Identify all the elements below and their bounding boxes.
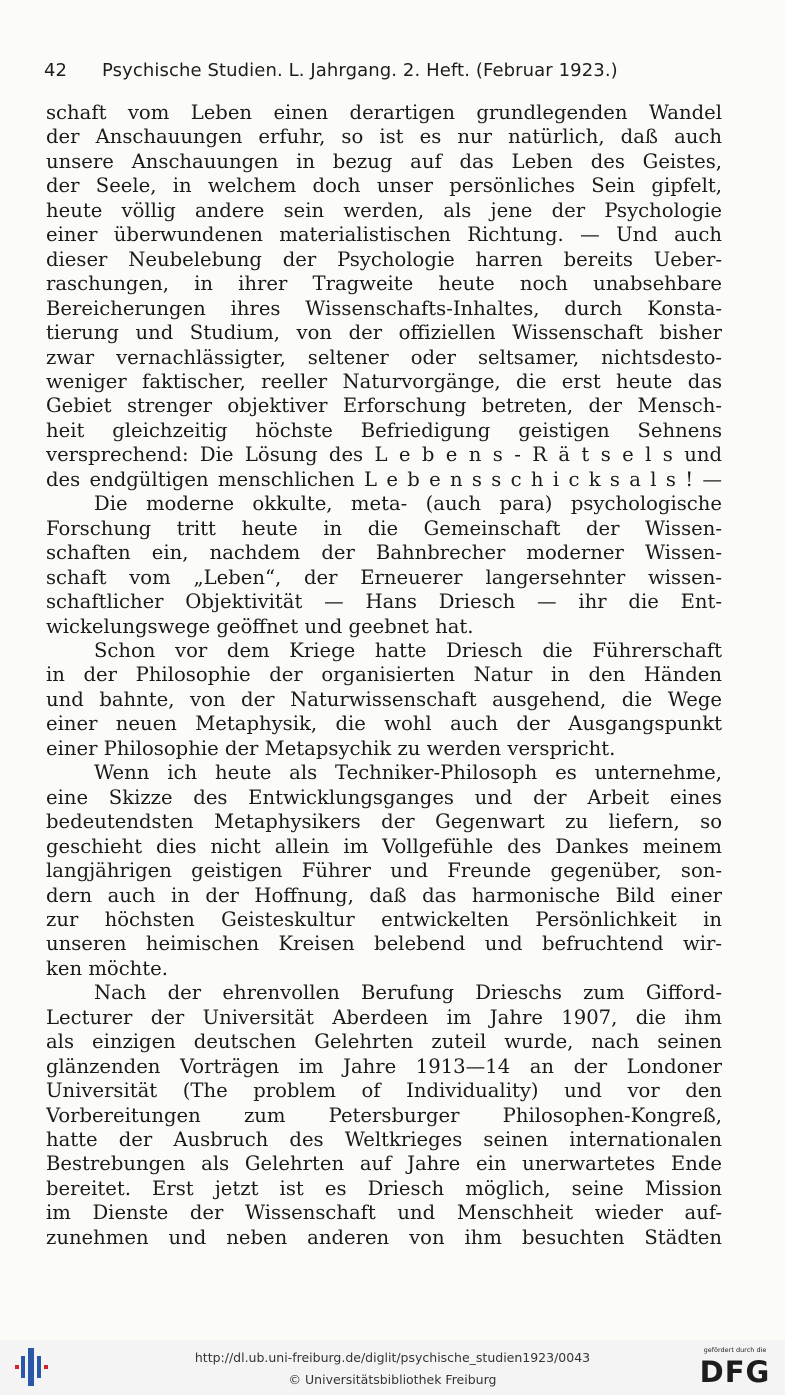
- text-line: dern auch in der Hoffnung, daß das harmonische Bild einer: [46, 883, 722, 907]
- text-line: Gebiet strenger objektiver Erforschung betreten, der Mensch-: [46, 394, 722, 418]
- text-line: weniger faktischer, reeller Naturvorgänge, die erst heute das: [46, 369, 722, 393]
- text-line: Wenn ich heute als Techniker-Philosoph es unternehme,: [94, 761, 722, 785]
- text-line: Forschung tritt heute in die Gemeinschaft der Wissen-: [46, 516, 722, 540]
- text-line: hatte der Ausbruch des Weltkrieges seinen internationalen: [46, 1128, 722, 1152]
- text-line: versprechend: Die Lösung des L e b e n s - R ä t s e l s und: [46, 443, 722, 467]
- text-line: tierung und Studium, von der offiziellen Wissenschaft bisher: [46, 321, 722, 345]
- text-line: Vorbereitungen zum Petersburger Philosophen-Kongreß,: [46, 1103, 722, 1127]
- text-line: Lecturer der Universität Aberdeen im Jahre 1907, die ihm: [46, 1005, 722, 1029]
- text-line: schaft vom Leben einen derartigen grundlegenden Wandel: [46, 101, 722, 124]
- text-line: im Dienste der Wissenschaft und Menschheit wieder auf-: [46, 1201, 722, 1225]
- running-title: Psychische Studien. L. Jahrgang. 2. Heft. (Februar 1923.): [102, 60, 618, 81]
- text-line: schaftlicher Objektivität — Hans Driesch — ihr die Ent-: [46, 590, 722, 614]
- text-line: Die moderne okkulte, meta- (auch para) psychologische: [94, 492, 722, 516]
- text-line: glänzenden Vorträgen im Jahre 1913—14 an der Londoner: [46, 1054, 722, 1078]
- text-line: ken möchte.: [46, 956, 168, 980]
- dfg-logo-text: DFG: [699, 1355, 771, 1389]
- text-line: eine Skizze des Entwicklungsganges und der Arbeit eines: [46, 785, 722, 809]
- dfg-logo: [694, 1346, 776, 1388]
- page-number: 42: [44, 60, 67, 81]
- text-line: in der Philosophie der organisierten Natur in den Händen: [46, 663, 722, 687]
- text-line: bereitet. Erst jetzt ist es Driesch möglich, seine Mission: [46, 1176, 722, 1200]
- text-line: der Anschauungen erfuhr, so ist es nur natürlich, daß auch: [46, 125, 722, 149]
- text-line: langjährigen geistigen Führer und Freunde gegenüber, son-: [46, 859, 722, 883]
- text-line: dieser Neubelebung der Psychologie harren bereits Ueber-: [46, 247, 722, 271]
- text-line: einer neuen Metaphysik, die wohl auch der Ausgangspunkt: [46, 712, 722, 736]
- text-line: zur höchsten Geisteskultur entwickelten Persönlichkeit in: [46, 907, 722, 931]
- text-line: einer überwundenen materialistischen Richtung. — Und auch: [46, 223, 722, 247]
- text-line: Nach der ehrenvollen Berufung Drieschs zum Gifford-: [94, 981, 722, 1005]
- text-line: der Seele, in welchem doch unser persönliches Sein gipfelt,: [46, 174, 722, 198]
- permalink-url[interactable]: http://dl.ub.uni-freiburg.de/diglit/psychische_studien1923/0043: [194, 1350, 591, 1365]
- text-line: Universität (The problem of Individuality) und vor den: [46, 1079, 722, 1103]
- text-line: bedeutendsten Metaphysikers der Gegenwart zu liefern, so: [46, 810, 722, 834]
- body-text: [46, 101, 722, 1250]
- copyright-text: © Universitätsbibliothek Freiburg: [288, 1372, 497, 1387]
- text-line: schaft vom „Leben“, der Erneuerer langersehnter wissen-: [46, 565, 722, 589]
- text-line: heit gleichzeitig höchste Befriedigung geistigen Sehnens: [46, 418, 722, 442]
- dfg-tagline: gefördert durch die: [703, 1346, 767, 1354]
- text-line: unseren heimischen Kreisen belebend und befruchtend wir-: [46, 932, 722, 956]
- running-head: [44, 60, 724, 81]
- text-line: unsere Anschauungen in bezug auf das Leben des Geistes,: [46, 149, 722, 173]
- text-line: Bereicherungen ihres Wissenschafts-Inhaltes, durch Konsta-: [46, 296, 722, 320]
- text-line: geschieht dies nicht allein im Vollgefühle des Dankes meinem: [46, 834, 722, 858]
- text-line: zunehmen und neben anderen von ihm besuchten Städten: [46, 1225, 722, 1249]
- text-line: Schon vor dem Kriege hatte Driesch die Führerschaft: [94, 638, 722, 662]
- text-line: schaften ein, nachdem der Bahnbrecher moderner Wissen-: [46, 541, 722, 565]
- text-line: Bestrebungen als Gelehrten auf Jahre ein unerwartetes Ende: [46, 1152, 722, 1176]
- viewer-footer: [0, 1340, 785, 1395]
- text-line: raschungen, in ihrer Tragweite heute noch unabsehbare: [46, 272, 722, 296]
- text-line: und bahnte, von der Naturwissenschaft ausgehend, die Wege: [46, 687, 722, 711]
- text-line: einer Philosophie der Metapsychik zu werden verspricht.: [46, 736, 616, 760]
- text-line: wickelungswege geöffnet und geebnet hat.: [46, 614, 474, 638]
- text-line: zwar vernachlässigter, seltener oder seltsamer, nichtsdesto-: [46, 345, 722, 369]
- text-line: des endgültigen menschlichen L e b e n s s c h i c k s a l s ! —: [46, 467, 722, 491]
- text-line: als einzigen deutschen Gelehrten zuteil wurde, nach seinen: [46, 1030, 722, 1054]
- text-line: heute völlig andere sein werden, als jene der Psychologie: [46, 198, 722, 222]
